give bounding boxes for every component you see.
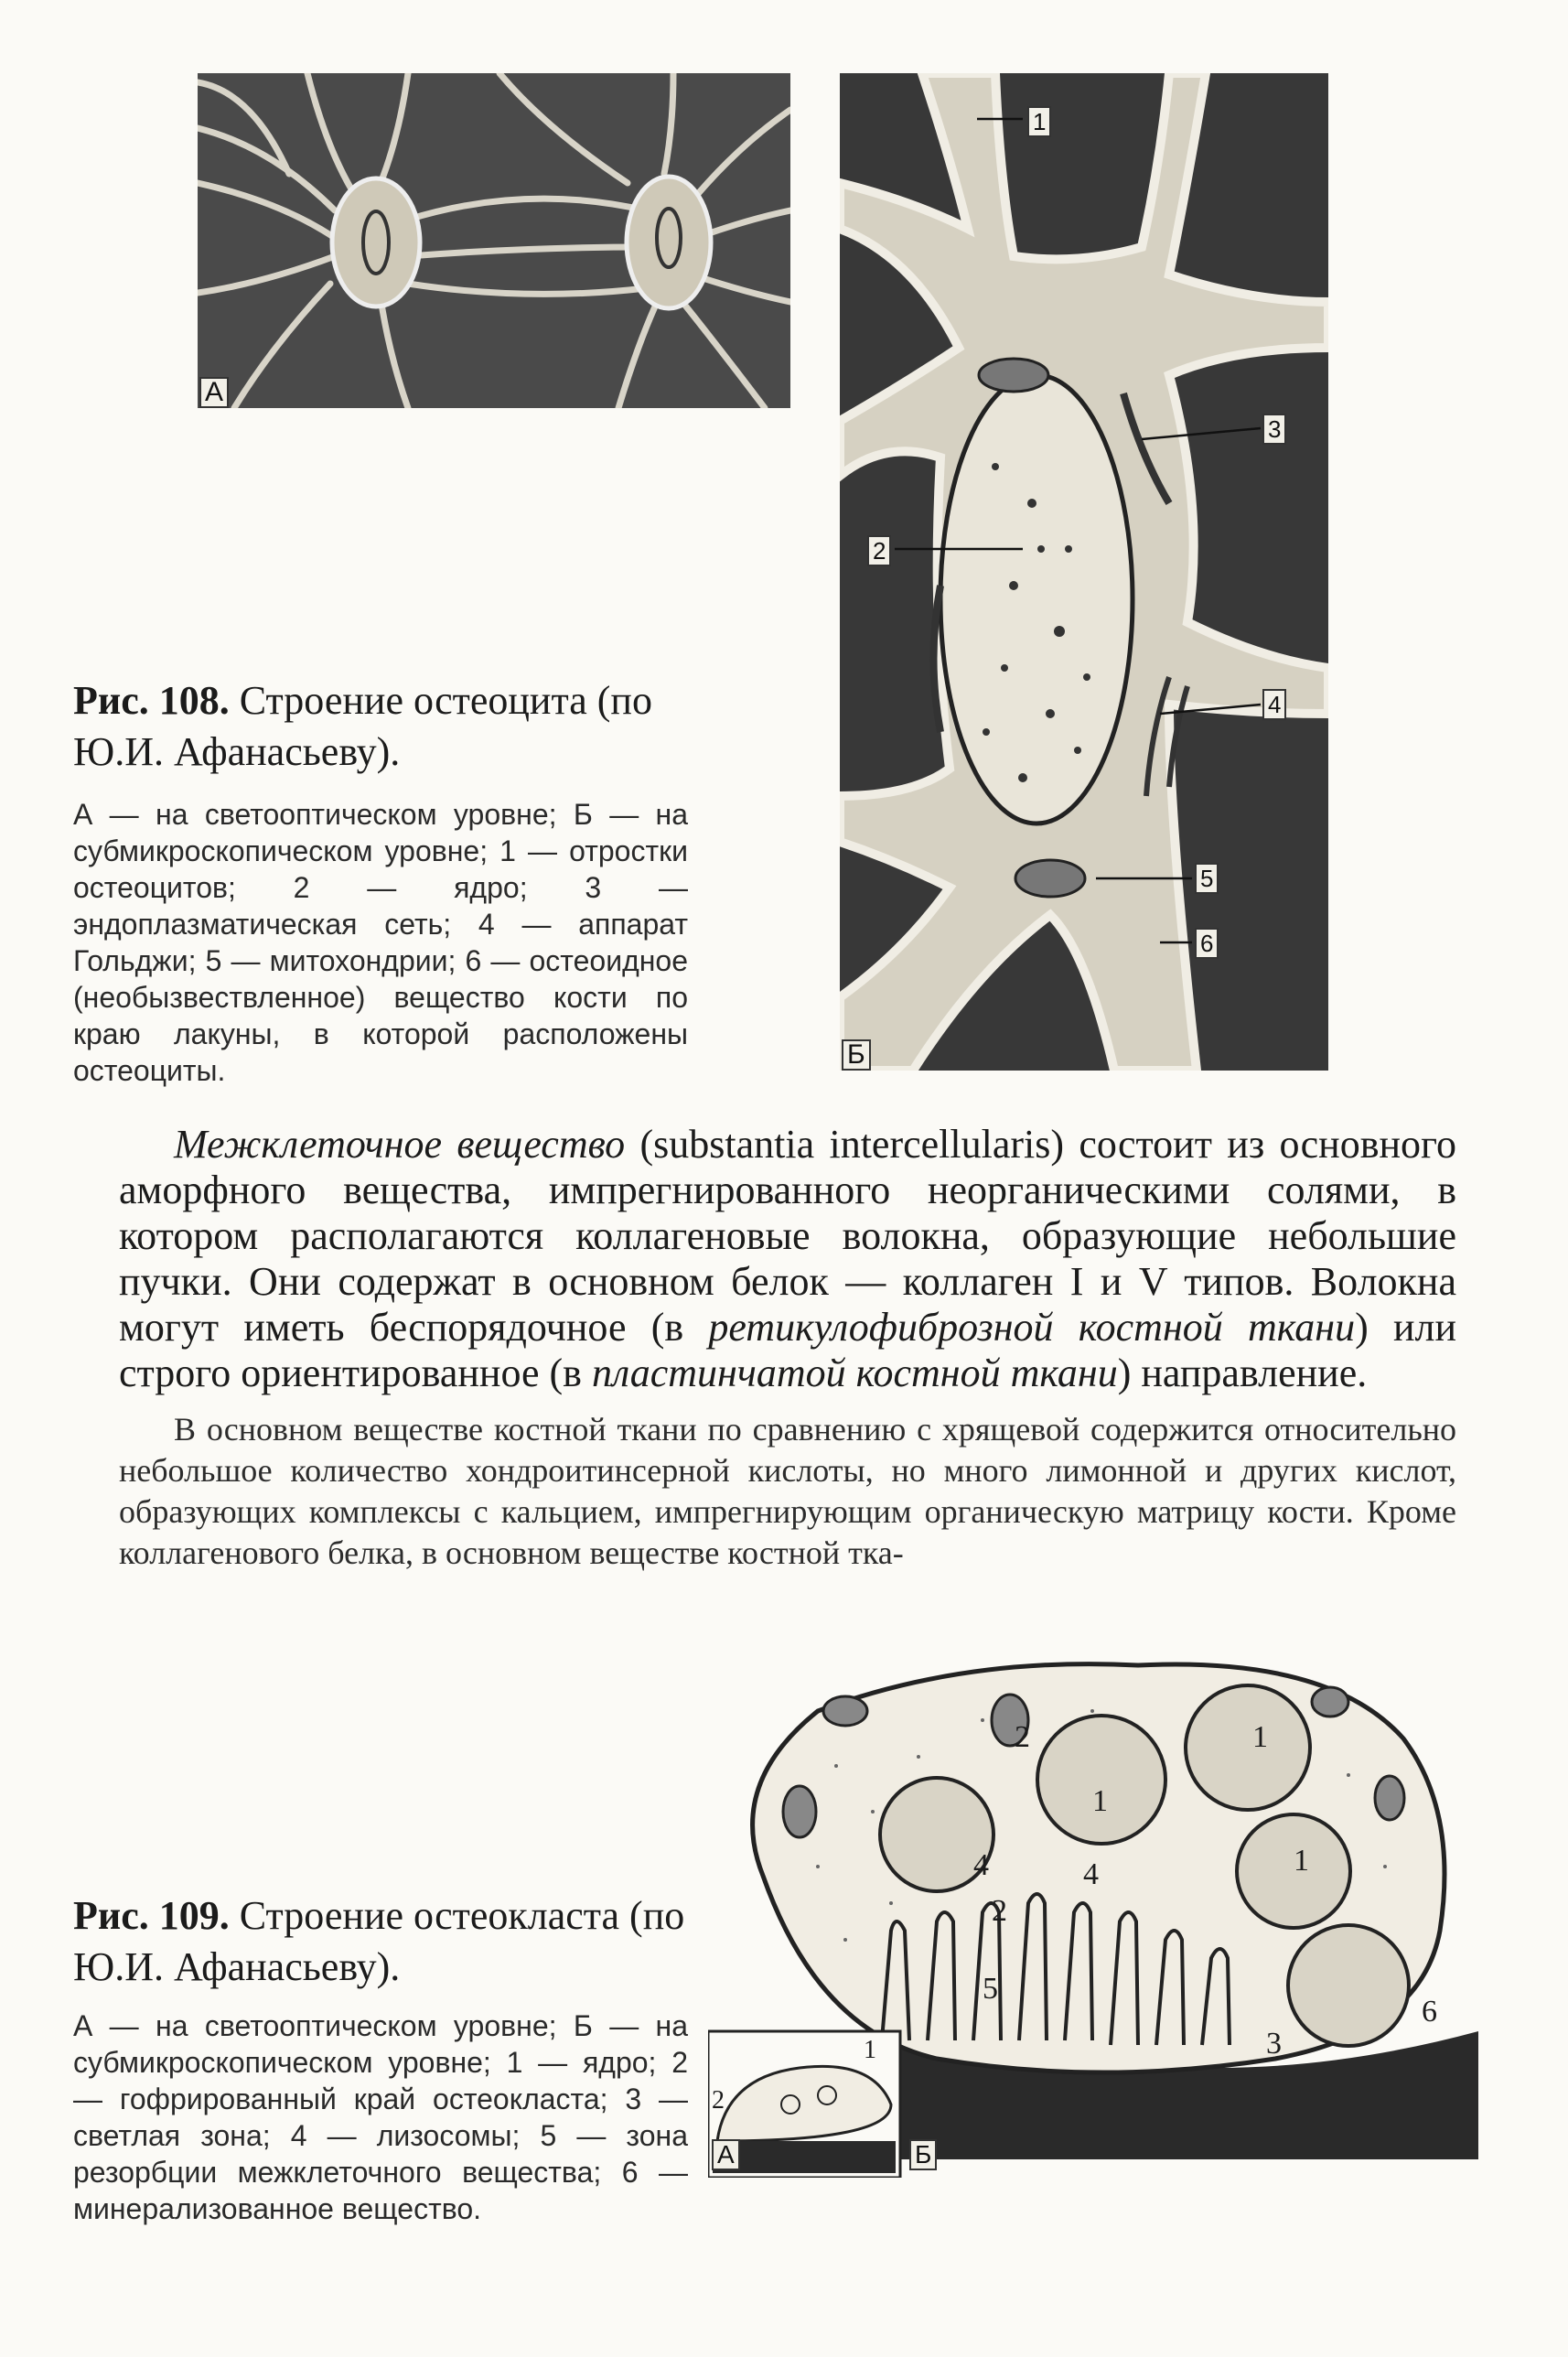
inset-label-nucleus: 1 — [864, 2036, 876, 2064]
figure-108-panel-a — [198, 73, 790, 408]
figure-108-b-label: Б — [842, 1039, 871, 1071]
paragraph-text: (substantia intercellularis) состоит из основного аморфного вещества, импрегнированного неорганическими солями, в котором располагаются коллагеновые волокна, образующие небольшие пучки. Они содержат в основном белок — коллаген I и V типов. Волокна могут иметь беспорядочное (в — [119, 1122, 1456, 1350]
figure-109-title: Строение остеокласта (по Ю.И. Афанасьеву). — [73, 1893, 685, 1989]
paragraph-intercellular-substance — [119, 1122, 1456, 1396]
label-nucleus: 1 — [1294, 1844, 1309, 1878]
callout-4: 4 — [1262, 689, 1286, 720]
paragraph-text: ) или строго ориентированное (в — [119, 1305, 1456, 1395]
label-nucleus: 1 — [1092, 1784, 1108, 1818]
nucleus — [940, 375, 1133, 823]
osteocyte-electron-microscopy — [840, 73, 1328, 1071]
callout-6: 6 — [1195, 928, 1219, 959]
term-intercellular-substance: Межклеточное вещество — [174, 1122, 626, 1167]
label-ruffled-border: 2 — [992, 1894, 1007, 1928]
label-mineralized-substance: 6 — [1422, 1995, 1437, 2029]
osteoclast-illustration — [708, 1629, 1478, 2178]
mitochondrion — [1015, 860, 1085, 897]
figure-108-number: Рис. 108. — [73, 678, 230, 723]
osteocyte-cell-1 — [332, 178, 420, 307]
label-nucleus: 1 — [1252, 1720, 1268, 1754]
paragraph-ground-substance: В основном веществе костной ткани по сравнению с хрящевой содержится относительно небольшое количество хондроитинсерной кислоты, но много лимонной и других кислот, образующих комплексы с кальцием, импрегнирующим органическую матрицу кости. Кроме коллагенового белка, в основном веществе костной тка- — [119, 1411, 1456, 1571]
label-ruffled-border: 2 — [1015, 1720, 1030, 1754]
term-reticulofibrous-bone: ретикулофиброзной костной ткани — [708, 1305, 1356, 1350]
callout-5: 5 — [1195, 863, 1219, 894]
label-resorption-zone: 5 — [983, 1972, 998, 2006]
figure-109-caption-title — [73, 1890, 688, 1993]
figure-109-a-label: А — [712, 2139, 740, 2170]
figure-109-caption — [73, 1890, 688, 2227]
label-lysosome: 4 — [1083, 1857, 1099, 1891]
figure-108-panel-b — [840, 73, 1328, 1071]
figure-108-a-label: А — [199, 377, 229, 408]
figure-108-caption-title — [73, 675, 688, 778]
mitochondrion — [979, 359, 1048, 392]
osteocyte-cell-2 — [627, 177, 711, 308]
callout-1: 1 — [1027, 106, 1051, 137]
osteocyte-light-microscopy — [198, 73, 790, 408]
label-lysosome: 4 — [973, 1848, 989, 1882]
figure-109-b-label: Б — [909, 2139, 937, 2170]
figure-109-number: Рис. 109. — [73, 1893, 230, 1938]
paragraph-text: ) направление. — [1117, 1351, 1368, 1395]
label-clear-zone: 3 — [1266, 2027, 1282, 2061]
figure-108-caption — [73, 675, 688, 1089]
callout-2: 2 — [867, 535, 891, 566]
figure-108-caption-text: А — на светооптическом уровне; Б — на субмикроскопическом уровне; 1 — отростки остеоцитов; 2 — ядро; 3 — эндоплазматическая сеть; 4 — аппарат Гольджи; 5 — митохондрии; 6 — остеоидное (необызвествленное) вещество кости по краю лакуны, в которой расположены остеоциты. — [73, 798, 688, 1087]
inset-label-ruffled-border: 2 — [712, 2086, 725, 2115]
callout-3: 3 — [1262, 414, 1286, 445]
figure-109-caption-text: А — на светооптическом уровне; Б — на субмикроскопическом уровне; 1 — ядро; 2 — гофрированный край остеокласта; 3 — светлая зона; 4 — лизосомы; 5 — зона резорбции межклеточного вещества; 6 — минерализованное вещество. — [73, 2009, 688, 2225]
figure-109 — [708, 1629, 1478, 2178]
figure-108-title: Строение остеоцита (по Ю.И. Афанасьеву). — [73, 678, 652, 774]
term-lamellar-bone: пластинчатой костной ткани — [591, 1351, 1118, 1395]
